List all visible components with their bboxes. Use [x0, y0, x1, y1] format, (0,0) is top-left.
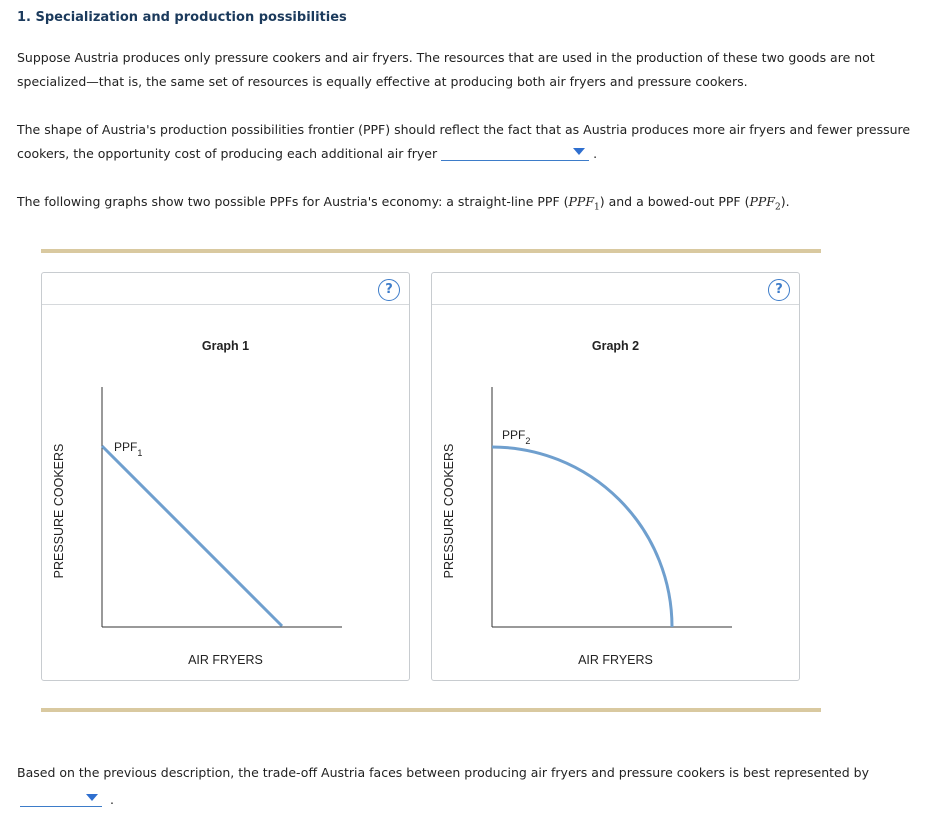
graph1-help-icon[interactable]: ? [378, 279, 400, 301]
graph1-plot[interactable] [42, 273, 411, 682]
graph1-x-axis-label: AIR FRYERS [188, 653, 263, 667]
ppf1-symbol [568, 194, 600, 213]
ppf2-label [502, 428, 530, 446]
sentence-end: . [593, 146, 598, 161]
graph1-panel [41, 272, 410, 681]
divider-bottom [41, 708, 821, 712]
ppf1-line [102, 446, 282, 626]
opportunity-cost-paragraph [17, 118, 932, 166]
ppf1-label-text: PPF [114, 440, 138, 454]
opportunity-cost-text: The shape of Austria's production possibilities frontier (PPF) should reflect the fact that as Austria produces more air fryers and fewer pressure cookers, the opportunity cost of producing each additional air fryer [17, 122, 911, 161]
graphs-intro-text: The following graphs show two possible PPFs for Austria's economy: a straight-line PPF ( [17, 194, 569, 209]
ppf2-symbol-text: PPF [749, 194, 775, 209]
ppf2-symbol [749, 194, 781, 213]
tradeoff-answer-row [20, 790, 114, 807]
graph2-y-axis-label: PRESSURE COOKERS [442, 443, 456, 579]
graph1-y-axis-label: PRESSURE COOKERS [52, 443, 66, 579]
tradeoff-sentence-end: . [109, 792, 114, 807]
graphs-intro-paragraph [17, 190, 932, 220]
ppf2-label-text: PPF [502, 428, 526, 442]
ppf1-label-sub: 1 [137, 448, 143, 458]
tradeoff-paragraph: Based on the previous description, the trade-off Austria faces between producing air fryers and pressure cookers is best represented by [17, 765, 869, 780]
tradeoff-dropdown[interactable] [20, 790, 102, 807]
graph2-panel [431, 272, 800, 681]
ppf1-label [114, 440, 142, 458]
chevron-down-icon [573, 148, 585, 155]
chevron-down-icon [86, 794, 98, 801]
graph2-x-axis-label: AIR FRYERS [578, 653, 653, 667]
ppf2-label-sub: 2 [525, 436, 531, 446]
question-title: 1. Specialization and production possibilities [17, 10, 347, 25]
ppf2-curve [492, 447, 672, 627]
graphs-intro-end: ). [780, 194, 790, 209]
ppf2-symbol-sub: 2 [774, 202, 781, 213]
graph2-title: Graph 2 [591, 339, 640, 353]
graph2-plot[interactable] [432, 273, 801, 682]
ppf1-symbol-text: PPF [568, 194, 595, 209]
graph2-help-icon[interactable]: ? [768, 279, 790, 301]
ppf1-symbol-sub: 1 [594, 202, 600, 213]
divider-top [41, 249, 821, 253]
graphs-intro-mid: ) and a bowed-out PPF ( [599, 194, 750, 209]
graph1-title: Graph 1 [201, 339, 250, 353]
intro-paragraph: Suppose Austria produces only pressure cookers and air fryers. The resources that are used in the production of these two goods are not specialized—that is, the same set of resources is equally effective at producing both air fryers and pressure cookers. [17, 50, 875, 89]
opportunity-cost-dropdown[interactable] [441, 144, 589, 161]
